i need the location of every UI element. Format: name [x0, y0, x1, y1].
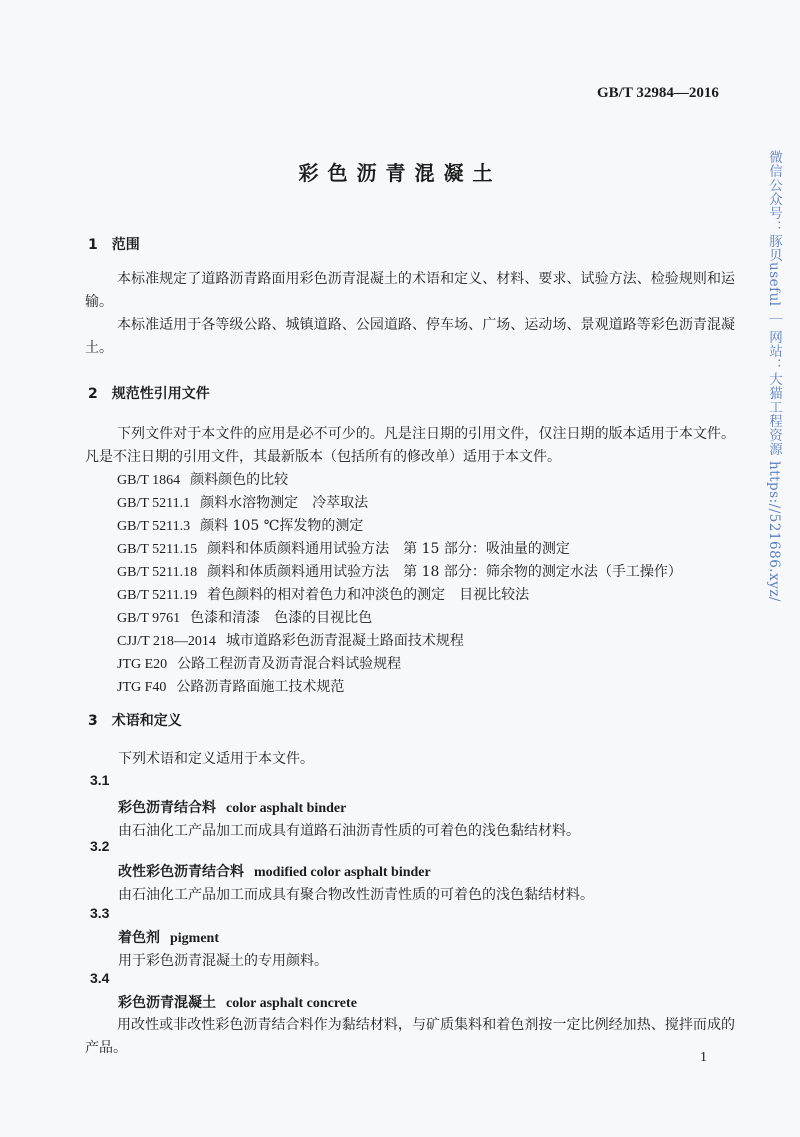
- section-3-intro: 下列术语和定义适用于本文件。: [118, 751, 314, 767]
- section-3-heading: 3 术语和定义: [88, 713, 182, 729]
- clause-number: 3.4: [90, 970, 110, 986]
- term-title: 彩色沥青结合料 color asphalt binder: [118, 800, 347, 816]
- clause-number: 3.1: [90, 772, 110, 788]
- watermark: 微信公众号：豚贝useful ｜ 网站：大猫工程资源 https://521686.xyz/: [766, 150, 782, 602]
- section-1-paragraph: 本标准规定了道路沥青路面用彩色沥青混凝土的术语和定义、材料、要求、试验方法、检验规则和运输。: [85, 271, 735, 310]
- reference-item: JTG F40 公路沥青路面施工技术规范: [117, 679, 345, 695]
- reference-item: CJJ/T 218—2014 城市道路彩色沥青混凝土路面技术规程: [117, 633, 464, 649]
- reference-item: GB/T 5211.18 颜料和体质颜料通用试验方法 第 18 部分：筛余物的测定水法（手工操作）: [117, 564, 682, 580]
- reference-item: GB/T 5211.19 着色颜料的相对着色力和冲淡色的测定 目视比较法: [117, 587, 530, 603]
- term-definition: 由石油化工产品加工而成具有聚合物改性沥青性质的可着色的浅色黏结材料。: [118, 887, 594, 903]
- section-1-paragraph: 本标准适用于各等级公路、城镇道路、公园道路、停车场、广场、运动场、景观道路等彩色沥青混凝土。: [85, 317, 735, 356]
- reference-item: JTG E20 公路工程沥青及沥青混合料试验规程: [117, 656, 402, 672]
- reference-item: GB/T 9761 色漆和清漆 色漆的目视比色: [117, 610, 373, 626]
- reference-item: GB/T 5211.15 颜料和体质颜料通用试验方法 第 15 部分：吸油量的测定: [117, 541, 570, 557]
- clause-number: 3.3: [90, 905, 110, 921]
- section-2-intro: 下列文件对于本文件的应用是必不可少的。凡是注日期的引用文件，仅注日期的版本适用于本文件。凡是不注日期的引用文件，其最新版本（包括所有的修改单）适用于本文件。: [85, 426, 735, 465]
- term-definition: 用改性或非改性彩色沥青结合料作为黏结材料，与矿质集料和着色剂按一定比例经加热、搅拌而成的产品。: [85, 1017, 735, 1056]
- term-definition: 由石油化工产品加工而成具有道路石油沥青性质的可着色的浅色黏结材料。: [118, 823, 580, 839]
- reference-item: GB/T 5211.3 颜料 105 ℃挥发物的测定: [117, 518, 364, 534]
- page-number: 1: [700, 1050, 707, 1065]
- reference-item: GB/T 5211.1 颜料水溶物测定 冷萃取法: [117, 495, 369, 511]
- term-definition: 用于彩色沥青混凝土的专用颜料。: [118, 953, 328, 969]
- section-2-heading: 2 规范性引用文件: [88, 386, 210, 402]
- document-title: 彩色沥青混凝土: [298, 161, 502, 185]
- reference-item: GB/T 1864 颜料颜色的比较: [117, 472, 289, 488]
- standard-number: GB/T 32984—2016: [597, 85, 719, 101]
- term-title: 着色剂 pigment: [118, 930, 219, 946]
- section-1-heading: 1 范围: [88, 237, 140, 253]
- term-title: 改性彩色沥青结合料 modified color asphalt binder: [118, 864, 431, 880]
- term-title: 彩色沥青混凝土 color asphalt concrete: [118, 995, 357, 1011]
- clause-number: 3.2: [90, 838, 110, 854]
